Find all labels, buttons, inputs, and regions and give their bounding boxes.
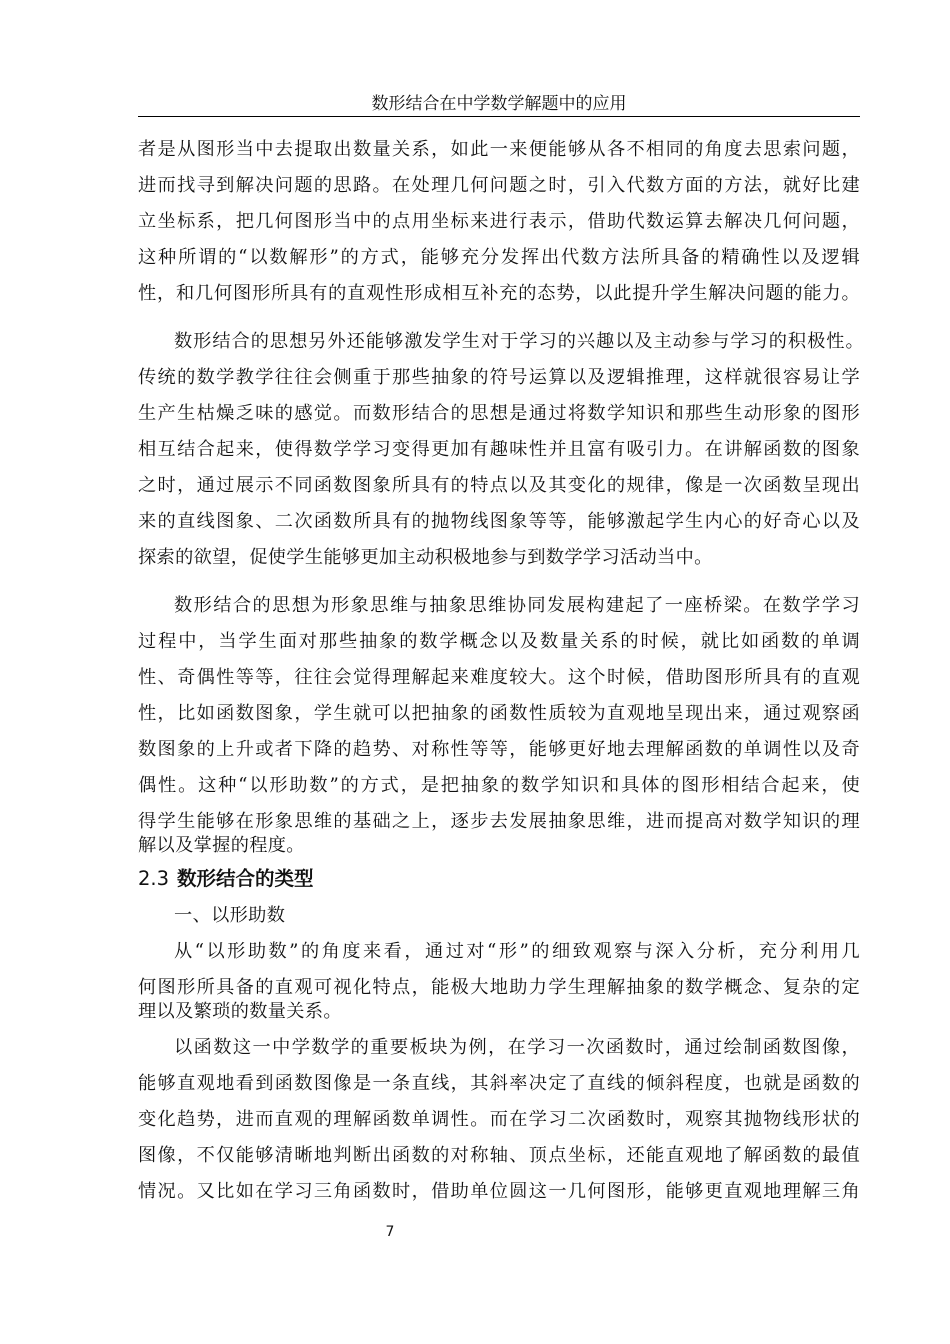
body-line: 得学生能够在形象思维的基础之上，逐步去发展抽象思维，进而提高对数学知识的理 xyxy=(138,811,860,832)
subsection-heading: 一、以形助数 xyxy=(174,905,286,926)
body-line: 性，和几何图形所具有的直观性形成相互补充的态势，以此提升学生解决问题的能力。 xyxy=(138,283,860,304)
body-line: 过程中，当学生面对那些抽象的数学概念以及数量关系的时候，就比如函数的单调 xyxy=(138,631,860,652)
paragraph-first-line: 数形结合的思想为形象思维与抽象思维协同发展构建起了一座桥梁。在数学学习 xyxy=(174,595,860,616)
body-line: 进而找寻到解决问题的思路。在处理几何问题之时，引入代数方面的方法，就好比建 xyxy=(138,175,860,196)
section-number: 2.3 xyxy=(138,867,170,890)
body-line: 者是从图形当中去提取出数量关系，如此一来便能够从各不相同的角度去思索问题， xyxy=(138,139,860,160)
body-line: 能够直观地看到函数图像是一条直线，其斜率决定了直线的倾斜程度，也就是函数的 xyxy=(138,1073,860,1094)
paragraph-first-line: 以函数这一中学数学的重要板块为例，在学习一次函数时，通过绘制函数图像， xyxy=(174,1037,860,1058)
paragraph-first-line: 数形结合的思想另外还能够激发学生对于学习的兴趣以及主动参与学习的积极性。 xyxy=(174,331,864,352)
body-line: 生产生枯燥乏味的感觉。而数形结合的思想是通过将数学知识和那些生动形象的图形 xyxy=(138,403,860,424)
body-line: 这种所谓的“以数解形”的方式，能够充分发挥出代数方法所具备的精确性以及逻辑 xyxy=(138,247,860,268)
running-header: 数形结合在中学数学解题中的应用 xyxy=(371,94,627,114)
body-line: 偶性。这种“以形助数”的方式，是把抽象的数学知识和具体的图形相结合起来，使 xyxy=(138,775,860,796)
body-line: 图像，不仅能够清晰地判断出函数的对称轴、顶点坐标，还能直观地了解函数的最值 xyxy=(138,1145,860,1166)
body-line: 相互结合起来，使得数学学习变得更加有趣味性并且富有吸引力。在讲解函数的图象 xyxy=(138,439,860,460)
header-divider xyxy=(138,116,860,117)
paragraph-last-line: 解以及掌握的程度。 xyxy=(138,835,305,856)
paragraph-last-line: 理以及繁琐的数量关系。 xyxy=(138,1001,342,1022)
body-line: 之时，通过展示不同函数图象所具有的特点以及其变化的规律，像是一次函数呈现出 xyxy=(138,475,860,496)
body-line: 来的直线图象、二次函数所具有的抛物线图象等等，能够激起学生内心的好奇心以及 xyxy=(138,511,860,532)
body-line: 性、奇偶性等等，往往会觉得理解起来难度较大。这个时候，借助图形所具有的直观 xyxy=(138,667,860,688)
body-line: 立坐标系，把几何图形当中的点用坐标来进行表示，借助代数运算去解决几何问题， xyxy=(138,211,860,232)
paragraph-last-line: 探索的欲望，促使学生能够更加主动积极地参与到数学学习活动当中。 xyxy=(138,547,713,568)
page-number: 7 xyxy=(385,1224,395,1240)
body-line: 何图形所具备的直观可视化特点，能极大地助力学生理解抽象的数学概念、复杂的定 xyxy=(138,977,860,998)
body-line: 数图象的上升或者下降的趋势、对称性等等，能够更好地去理解函数的单调性以及奇 xyxy=(138,739,860,760)
section-title: 数形结合的类型 xyxy=(177,867,314,890)
body-line: 传统的数学教学往往会侧重于那些抽象的符号运算以及逻辑推理，这样就很容易让学 xyxy=(138,367,860,388)
body-line: 性，比如函数图象，学生就可以把抽象的函数性质较为直观地呈现出来，通过观察函 xyxy=(138,703,860,724)
body-line: 情况。又比如在学习三角函数时，借助单位圆这一几何图形，能够更直观地理解三角 xyxy=(138,1181,860,1202)
paragraph-first-line: 从“以形助数”的角度来看，通过对“形”的细致观察与深入分析，充分利用几 xyxy=(174,941,860,962)
body-line: 变化趋势，进而直观的理解函数单调性。而在学习二次函数时，观察其抛物线形状的 xyxy=(138,1109,860,1130)
section-heading xyxy=(138,866,314,892)
